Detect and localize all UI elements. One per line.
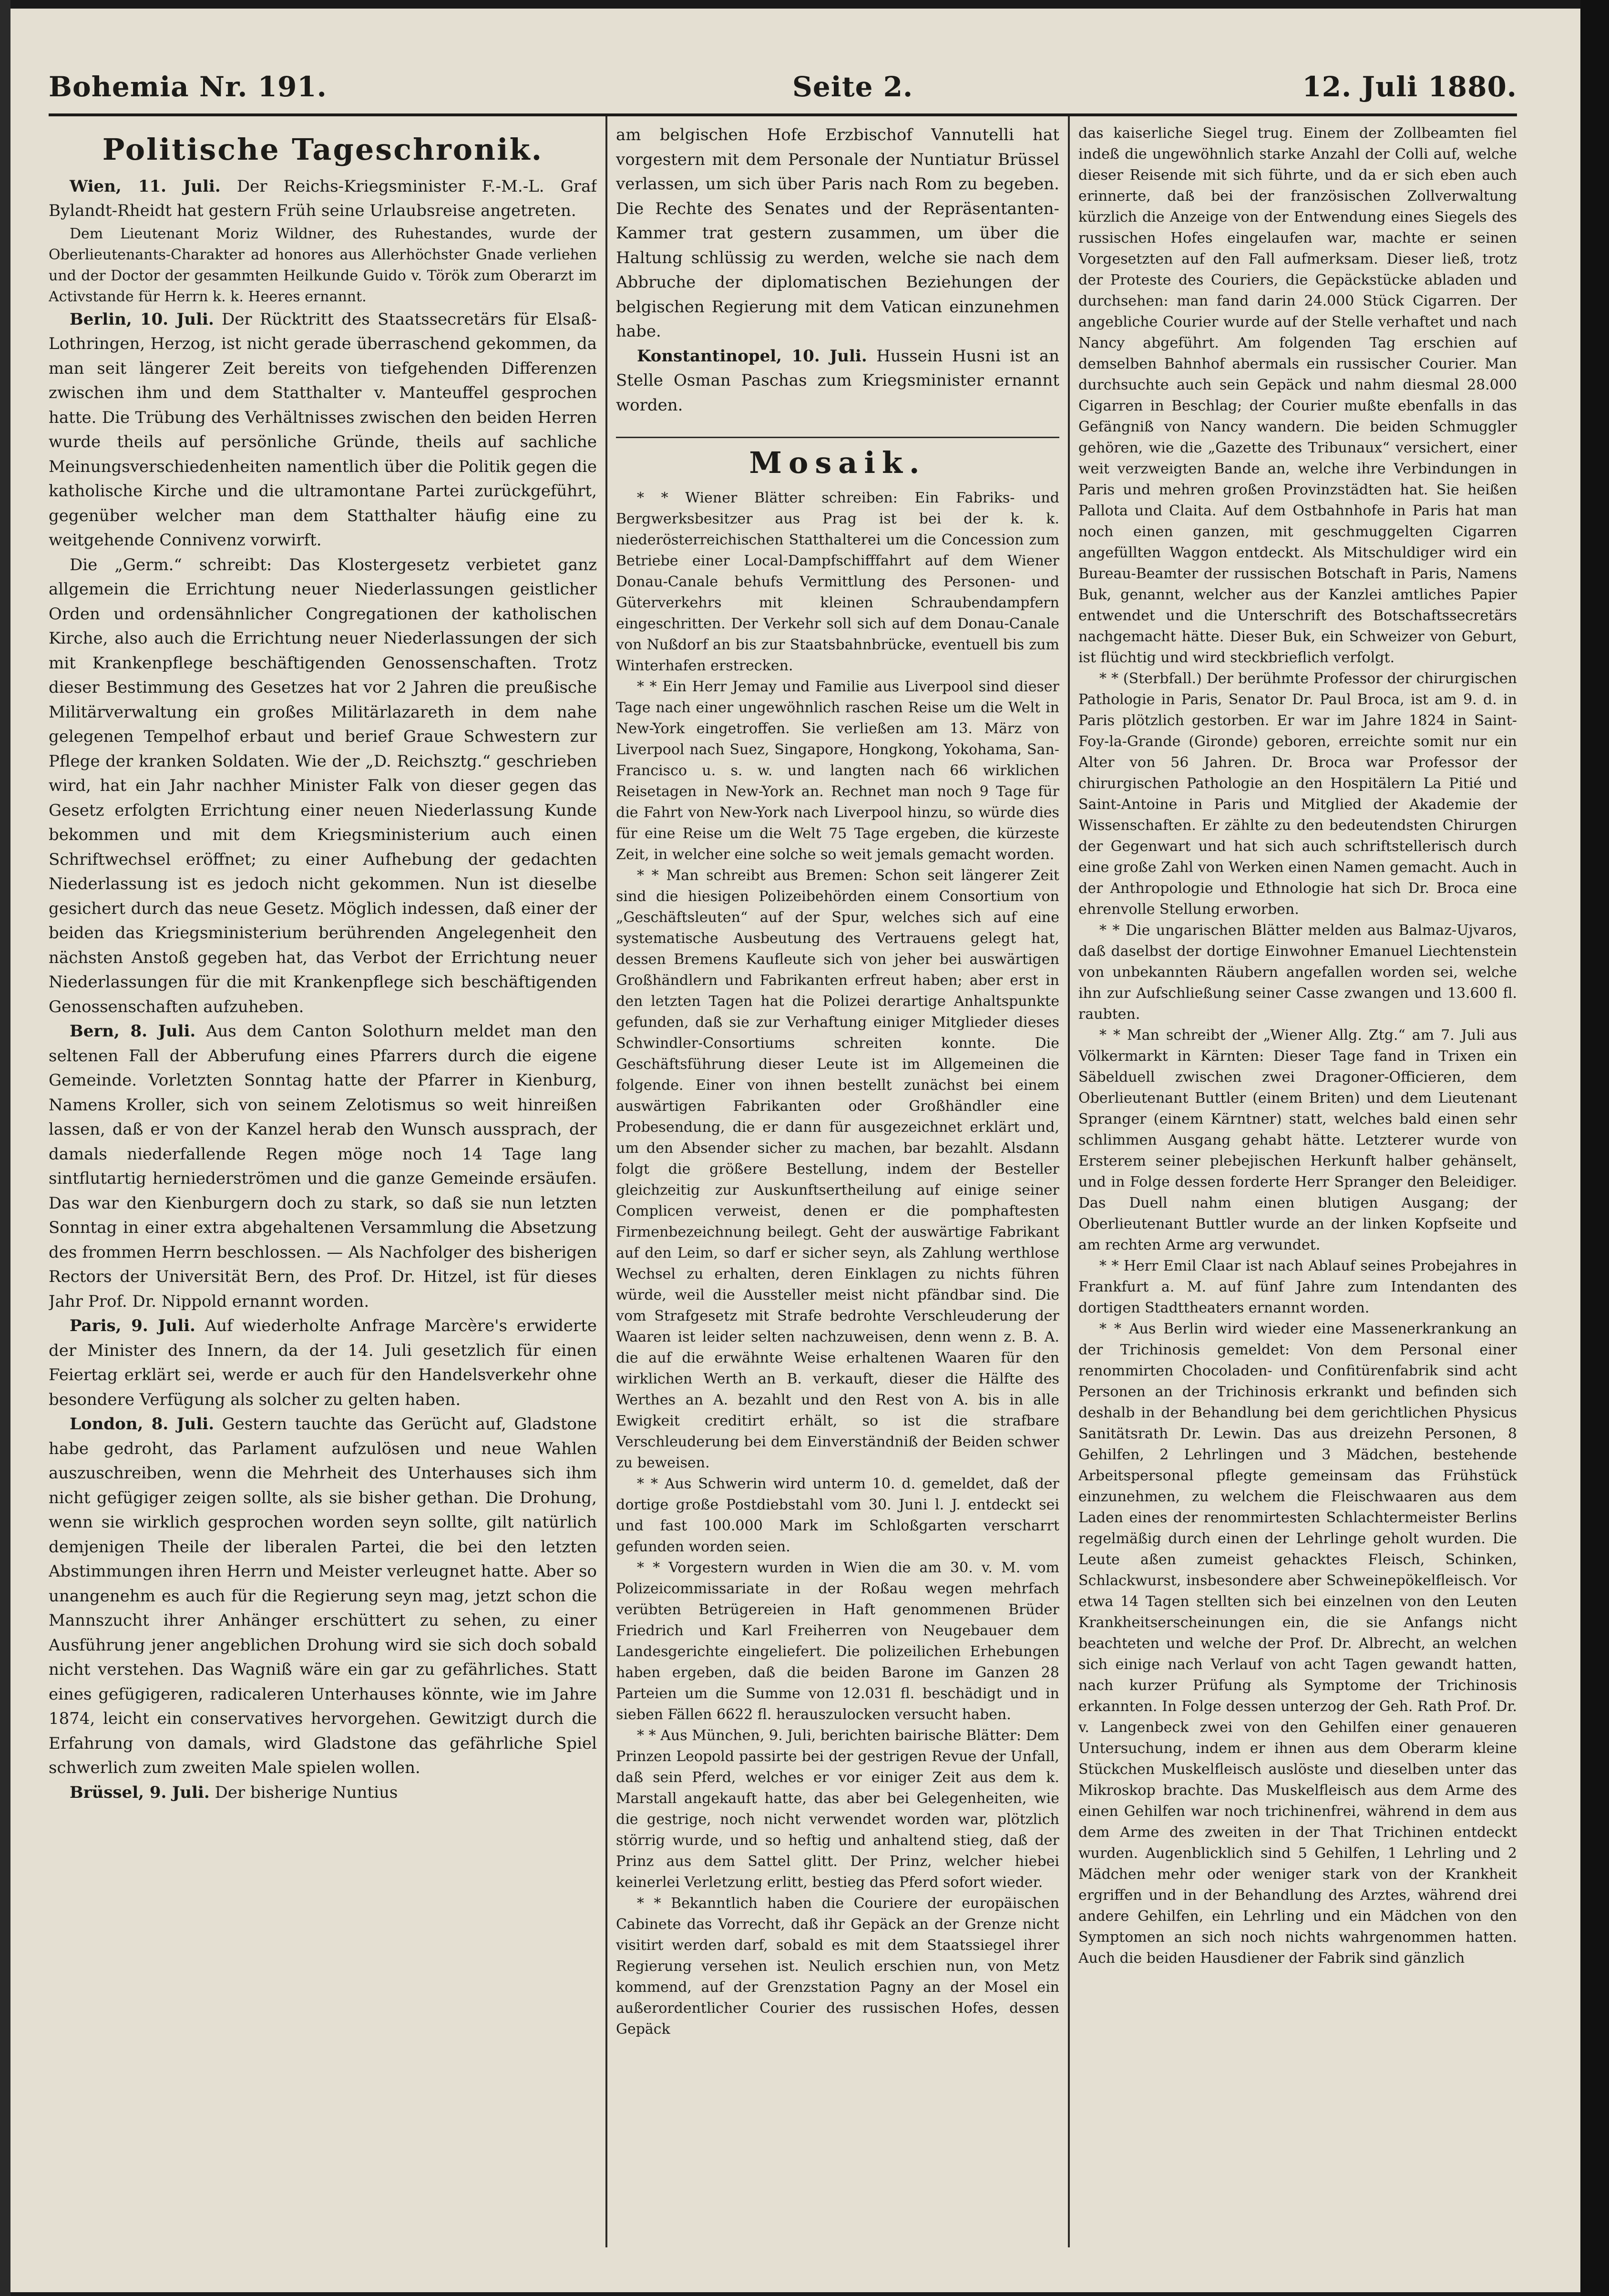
article-bern bbox=[49, 1019, 597, 1314]
header-date: 12. Juli 1880. bbox=[1302, 71, 1517, 103]
newspaper-page bbox=[10, 9, 1580, 2292]
mosaik-item-weltreise: * * Ein Herr Jemay und Familie aus Liverpool sind dieser Tage nach einer ungewöhnlich raschen Reise um die Welt in New-York eingetroffen. Sie verließen am 13. März von Liverpool nach Suez, Singapore, Hongkong, Yokohama, San-Francisco u. s. w. und langten nach 66 wirklichen Reisetagen in New-York an. Rechnet man noch 9 Tage für die Fahrt von New-York nach Liverpool hinzu, so würde dies für eine Reise um die Welt 75 Tage ergeben, die kürzeste Zeit, in welcher eine solche so weit jemals gemacht worden. bbox=[616, 678, 1059, 863]
dateline-bruessel: Brüssel, 9. Juli. bbox=[70, 1783, 210, 1802]
mosaik-item-balmaz: * * Die ungarischen Blätter melden aus Balmaz-Ujvaros, daß daselbst der dortige Einwohner Emanuel Liechtenstein von unbekannten Räubern angefallen worden sei, welche ihn zur Aufschließung seiner Casse zwangen und 13.600 fl. raubten. bbox=[1078, 922, 1517, 1023]
mosaik-item-dampfschifffahrt: * * Wiener Blätter schreiben: Ein Fabriks- und Bergwerksbesitzer aus Prag ist bei der k. k. niederösterreichischen Statthalterei um die Concession zum Betriebe einer Local-Dampfschifffahrt auf dem Wiener Donau-Canale behufs Vermittlung des Personen- und Güterverkehrs mit kleinen Schraubendampfern eingeschritten. Der Verkehr soll sich auf dem Donau-Canale von Nußdorf an bis zur Staatsbahnbrücke, eventuell bis zum Winterhafen erstrecken. bbox=[616, 489, 1059, 674]
column-3 bbox=[1078, 123, 1517, 2235]
section-heading-politics: Politische Tageschronik. bbox=[102, 132, 543, 167]
article-wien bbox=[49, 174, 597, 224]
article-bruessel-cont: am belgischen Hofe Erzbischof Vannutelli hat vorgestern mit dem Personale der Nuntiatur Brüssel verlassen, um sich über Paris nach Rom zu begeben. Die Rechte des Senates und der Repräsentanten-Kammer trat gestern zusammen, um über die Haltung schlüssig zu werden, welche sie nach dem Abbruche der diplomatischen Beziehungen der belgischen Regierung mit dem Vatican einzunehmen habe. bbox=[616, 125, 1059, 341]
mosaik-item-duell: * * Man schreibt der „Wiener Allg. Ztg.“ am 7. Juli aus Völkermarkt in Kärnten: Dieser Tage fand in Trixen ein Säbelduell zwischen zwei Dragoner-Officieren, dem Oberlieutenant Buttler (einem Briten) und dem Lieutenant Spranger (einem Kärntner) statt, welches bald einen sehr schlimmen Ausgang gehabt hätte. Letzterer wurde von Ersterem seiner plebejischen Herkunft halber gehänselt, und in Folge dessen forderte Herr Spranger den Beleidiger. Das Duell nahm einen blutigen Ausgang; der Oberlieutenant Buttler wurde an der linken Kopfseite und am rechten Arme arg verwundet. bbox=[1078, 1027, 1517, 1253]
header-page-number: Seite 2. bbox=[792, 71, 913, 103]
dateline-bern: Bern, 8. Juli. bbox=[70, 1022, 196, 1041]
article-konstantinopel bbox=[616, 344, 1059, 418]
header-paper-issue: Bohemia Nr. 191. bbox=[49, 71, 327, 103]
article-wien-text: Der Reichs-Kriegsminister F.-M.-L. Graf Bylandt-Rheidt hat gestern Früh seine Urlaubsreise angetreten. bbox=[49, 176, 597, 220]
column-1 bbox=[49, 123, 597, 2235]
dateline-london: London, 8. Juli. bbox=[70, 1414, 215, 1434]
dateline-paris: Paris, 9. Juli. bbox=[70, 1316, 195, 1335]
article-germania: Die „Germ.“ schreibt: Das Klostergesetz verbietet ganz allgemein die Errichtung neuer Niederlassungen geistlicher Orden und ordensähnlicher Congregationen der katholischen Kirche, also auch die Errichtung neuer Niederlassungen der sich mit Krankenpflege beschäftigenden Genossenschaften. Trotz dieser Bestimmung des Gesetzes hat vor 2 Jahren die preußische Militärverwaltung ein großes Militärlazareth in dem nahe gelegenen Tempelhof erbaut und berief Graue Schwestern zur Pflege der kranken Soldaten. Wie der „D. Reichsztg.“ geschrieben wird, hat ein Jahr nachher Minister Falk von dieser gegen das Gesetz erfolgten Errichtung einer neuen Niederlassung Kunde bekommen und mit dem Kriegsministerium auch einen Schriftwechsel eröffnet; zu einer Aufhebung der gedachten Niederlassung ist es jedoch nicht gekommen. Nun ist dieselbe gesichert durch das neue Gesetz. Möglich indessen, daß einer der beiden das Kriegsministerium berührenden Angelegenheit den nächsten Anstoß gegeben hat, das Verbot der Errichtung neuer Niederlassungen für die mit Krankenpflege sich beschäftigenden Genossenschaften aufzuheben. bbox=[49, 555, 597, 1016]
dateline-wien: Wien, 11. Juli. bbox=[70, 176, 221, 196]
mosaik-item-courier: * * Bekanntlich haben die Couriere der europäischen Cabinete das Vorrecht, daß ihr Gepäck an der Grenze nicht visitirt werden darf, sobald es mit dem Staatssiegel ihrer Regierung versehen ist. Neulich erschien nun, von Metz kommend, auf der Grenzstation Pagny an der Mosel ein außerordentlicher Courier des russischen Hofes, dessen Gepäck bbox=[616, 1895, 1059, 2038]
scan-border-right bbox=[1580, 0, 1609, 2296]
article-paris bbox=[49, 1314, 597, 1412]
dateline-konstantinopel: Konstantinopel, 10. Juli. bbox=[637, 346, 867, 366]
page-header bbox=[49, 61, 1517, 113]
article-bruessel bbox=[49, 1781, 597, 1805]
mosaik-item-claar: * * Herr Emil Claar ist nach Ablauf seines Probejahres in Frankfurt a. M. auf fünf Jahre zum Intendanten des dortigen Stadttheaters ernannt worden. bbox=[1078, 1258, 1517, 1316]
article-paris-text: Auf wiederholte Anfrage Marcère's erwiderte der Minister des Innern, da der 14. Juli gesetzlich für einen Feiertag erklärt sei, werde er auch für den Handelsverkehr ohne besondere Verfügung als solcher zu gelten haben. bbox=[49, 1316, 597, 1409]
scan-border-left bbox=[0, 0, 10, 2296]
dateline-berlin: Berlin, 10. Juli. bbox=[70, 309, 214, 329]
section-heading-mosaik: Mosaik. bbox=[616, 437, 1059, 475]
column-2 bbox=[616, 123, 1059, 2235]
column-divider-1 bbox=[605, 116, 607, 2247]
mosaik-item-schwerin: * * Aus Schwerin wird unterm 10. d. gemeldet, daß der dortige große Postdiebstahl vom 30. Juni l. J. entdeckt sei und fast 100.000 Mark im Schloßgarten verscharrt gefunden worden seien. bbox=[616, 1475, 1059, 1555]
article-berlin-text: Der Rücktritt des Staatssecretärs für Elsaß-Lothringen, Herzog, ist nicht gerade überraschend gekommen, da man seit längerer Zeit bereits von tiefgehenden Differenzen zwischen ihm und dem Statthalter v. Manteuffel gesprochen hatte. Die Trübung des Verhältnisses zwischen den beiden Herren wurde theils auf persönliche Gründe, theils auf sachliche Meinungsverschiedenheiten namentlich über die Politik gegen die katholische Kirche und die ultramontane Partei zurückgeführt, gegenüber welcher man dem Statthalter häufig eine zu weitgehende Connivenz vorwirft. bbox=[49, 309, 597, 550]
article-konstantinopel-text: Hussein Husni ist an Stelle Osman Paschas zum Kriegsminister ernannt worden. bbox=[616, 346, 1059, 415]
mosaik-item-muenchen: * * Aus München, 9. Juli, berichten bairische Blätter: Dem Prinzen Leopold passirte bei der gestrigen Revue der Unfall, daß sein Pferd, welches er vor einiger Zeit aus dem k. Marstall angekauft hatte, das aber bei Gelegenheiten, wie die gestrige, noch nicht verwendet worden war, plötzlich störrig wurde, und so heftig und anhaltend stieg, daß der Prinz aus dem Sattel glitt. Der Prinz, welcher hiebei keinerlei Verletzung erlitt, bestieg das Pferd sofort wieder. bbox=[616, 1727, 1059, 1891]
mosaik-item-neugebauer: * * Vorgestern wurden in Wien die am 30. v. M. vom Polizeicommissariate in der Roßau wegen mehrfach verübten Betrügereien in Haft genommenen Brüder Friedrich und Karl Freiherren von Neugebauer dem Landesgerichte eingeliefert. Die polizeilichen Erhebungen haben ergeben, daß die beiden Barone im Ganzen 28 Parteien um die Summe von 12.031 fl. beschädigt und in sieben Fällen 6622 fl. herauszulocken versucht haben. bbox=[616, 1559, 1059, 1723]
mosaik-item-bremen: * * Man schreibt aus Bremen: Schon seit längerer Zeit sind die hiesigen Polizeibehörden einem Consortium von „Geschäftsleuten“ auf der Spur, welches sich auf eine systematische Ausbeutung des Vertrauens gelegt hat, dessen Bremens Kaufleute sich von jeher bei auswärtigen Großhändlern und Fabrikanten erfreut haben; aber erst in den letzten Tagen hat die Polizei derartige Anhaltspunkte gefunden, daß sie zur Verhaftung einiger Mitglieder dieses Schwindler-Consortiums schreiten konnte. Die Geschäftsführung dieser Leute ist im Allgemeinen die folgende. Einer von ihnen bestellt zunächst bei einem auswärtigen Fabrikanten oder Großhändler eine Probesendung, die er dann für ausgezeichnet erklärt und, um den Absender sicher zu machen, bar bezahlt. Alsdann folgt die größere Bestellung, indem der Besteller gleichzeitig zur Auskunftsertheilung auf einige seiner Complicen verweist, denen er die pomphaftesten Firmenbezeichnung beilegt. Geht der auswärtige Fabrikant auf den Leim, so darf er sicher seyn, als Zahlung werthlose Wechsel zu erhalten, deren Einklagen zu nichts führen würde, weil die Aussteller meist nicht pfändbar sind. Die vom Strafgesetz mit Strafe bedrohte Verschleuderung der Waaren ist leider selten nachzuweisen, denn wenn z. B. A. die auf die erwähnte Weise erhaltenen Waaren für den wirklichen Werth an B. verkauft, dieser die Hälfte des Werthes an A. bezahlt und den Rest von A. bis in alle Ewigkeit creditirt erhält, so ist die strafbare Verschleuderung bei dem Einverständniß der Beiden schwer zu beweisen. bbox=[616, 867, 1059, 1471]
header-rule bbox=[49, 113, 1517, 116]
article-london-text: Gestern tauchte das Gerücht auf, Gladstone habe gedroht, das Parlament aufzulösen und neue Wahlen auszuschreiben, wenn die Mehrheit des Unterhauses sich ihm nicht gefügiger zeigen sollte, als sie bisher gethan. Die Drohung, wenn sie wirklich gesprochen worden seyn sollte, gilt natürlich demjenigen Theile der liberalen Partei, die bei den letzten Abstimmungen ihren Herrn und Meister verleugnet hatte. Aber so unangenehm es auch für die Regierung seyn mag, jetzt schon die Mannszucht ihrer Anhänger erschüttert zu sehen, zu einer Ausführung jener angeblichen Drohung wird sie sich doch sobald nicht verstehen. Das Wagniß wäre ein gar zu gefährliches. Statt eines gefügigeren, radicaleren Unterhauses könnte, wie im Jahre 1874, leicht ein conservatives hervorgehen. Gewitzigt durch die Erfahrung von damals, wird Gladstone das gefährliche Spiel schwerlich zum zweiten Male spielen wollen. bbox=[49, 1414, 597, 1777]
article-berlin bbox=[49, 308, 597, 553]
article-appointments: Dem Lieutenant Moriz Wildner, des Ruhestandes, wurde der Oberlieutenants-Charakter ad honores aus Allerhöchster Gnade verliehen und der Doctor der gesammten Heilkunde Guido v. Török zum Oberarzt im Activstande für Herrn k. k. Heeres ernannt. bbox=[49, 225, 597, 305]
article-london bbox=[49, 1412, 597, 1781]
mosaik-item-trichinosis: * * Aus Berlin wird wieder eine Massenerkrankung an der Trichinosis gemeldet: Von dem Personal einer renommirten Chocoladen- und Confitürenfabrik sind acht Personen an der Trichinosis erkrankt und befinden sich deshalb in der Behandlung bei dem gerichtlichen Physicus Sanitätsrath Dr. Lewin. Das aus dreizehn Personen, 8 Gehilfen, 2 Lehrlingen und 3 Mädchen, bestehende Arbeitspersonal pflegte gemeinsam das Frühstück einzunehmen, zu welchem die Fleischwaaren aus dem Laden eines der renommirtesten Schlachtermeister Berlins regelmäßig durch einen der Lehrlinge geholt wurden. Die Leute aßen zumeist gehacktes Fleisch, Schinken, Schlackwurst, insbesondere aber Schweinepökelfleisch. Vor etwa 14 Tagen stellten sich bei einzelnen von den Leuten Krankheitserscheinungen ein, die sie Anfangs nicht beachteten und welche der Prof. Dr. Albrecht, an welchen sich einige nach Verlauf von acht Tagen gewandt hatten, nach kurzer Prüfung als Symptome der Trichinosis erkannten. In Folge dessen unterzog der Geh. Rath Prof. Dr. v. Langenbeck zwei von den Gehilfen einer genaueren Untersuchung, indem er ihnen aus dem Oberarm kleine Stückchen Muskelfleisch auslöste und dieselben unter das Mikroskop brachte. Das Muskelfleisch aus dem Arme des einen Gehilfen war noch trichinenfrei, während in dem aus dem Arme des zweiten in der That Trichinen entdeckt wurden. Augenblicklich sind 5 Gehilfen, 1 Lehrling und 2 Mädchen mehr oder weniger stark von der Krankheit ergriffen und in der Behandlung des Arztes, während drei andere Gehilfen, ein Lehrling und ein Mädchen von den Symptomen an sich noch nichts wahrgenommen hatten. Auch die beiden Hausdiener der Fabrik sind gänzlich bbox=[1078, 1321, 1517, 1967]
article-bern-text: Aus dem Canton Solothurn meldet man den seltenen Fall der Abberufung eines Pfarrers durch die eigene Gemeinde. Vorletzten Sonntag hatte der Pfarrer in Kienburg, Namens Kroller, sich von seinem Zelotismus so weit hinreißen lassen, daß er von der Kanzel herab den Wunsch aussprach, der damals niederfallende Regen möge noch 14 Tage lang sintflutartig herniederströmen und die ganze Gemeinde ersäufen. Das war den Kienburgern doch zu stark, so daß sie nun letzten Sonntag in einer extra abgehaltenen Versammlung die Absetzung des frommen Herrn beschlossen. — Als Nachfolger des bisherigen Rectors der Universität Bern, des Prof. Dr. Hitzel, ist für dieses Jahr Prof. Dr. Nippold ernannt worden. bbox=[49, 1022, 597, 1311]
article-bruessel-text: Der bisherige Nuntius bbox=[215, 1783, 398, 1802]
column-divider-2 bbox=[1068, 116, 1070, 2247]
mosaik-item-courier-cont: das kaiserliche Siegel trug. Einem der Zollbeamten fiel indeß die ungewöhnlich starke Anzahl der Colli auf, welche dieser Reisende mit sich führte, und da er sich eben auch erinnerte, daß bei der französischen Zollverwaltung kürzlich die Anzeige von der Entwendung eines Siegels des russischen Hofes eingelaufen war, machte er seinen Vorgesetzten auf den Fall aufmerksam. Dieser ließ, trotz der Proteste des Couriers, die Gepäckstücke abladen und durchsehen: man fand darin 24.000 Stück Cigarren. Der angebliche Courier wurde auf der Stelle verhaftet und nach Nancy abgeführt. Am folgenden Tag erschien auf demselben Bahnhof abermals ein russischer Courier. Man durchsuchte auch sein Gepäck und nahm diesmal 28.000 Cigarren in Beschlag; der Courier mußte ebenfalls in das Gefängniß von Nancy wandern. Die beiden Schmuggler gehören, wie die „Gazette des Tribunaux“ versichert, einer weit verzweigten Bande an, welche ihre Verbindungen in Paris und mehren großen Provinzstädten hat. Sie heißen Pallota und Claita. Auf dem Ostbahnhofe in Paris hat man noch einen ganzen, mit geschmuggelten Cigarren angefüllten Waggon entdeckt. Als Mitschuldiger wird ein Bureau-Beamter der russischen Botschaft in Paris, Namens Buk, genannt, welcher aus der Kanzlei amtliches Papier entwendet und die Unterschrift des Botschaftssecretärs nachgemacht hätte. Dieser Buk, ein Schweizer von Geburt, ist flüchtig und wird steckbrieflich verfolgt. bbox=[1078, 125, 1517, 666]
mosaik-item-broca: * * (Sterbfall.) Der berühmte Professor der chirurgischen Pathologie in Paris, Senator Dr. Paul Broca, ist am 9. d. in Paris plötzlich gestorben. Er war im Jahre 1824 in Saint-Foy-la-Grande (Gironde) geboren, erreichte somit nur ein Alter von 56 Jahren. Dr. Broca war Professor der chirurgischen Pathologie an den Hospitälern La Pitié und Saint-Antoine in Paris und Mitglied der Akademie der Wissenschaften. Er zählte zu den bedeutendsten Chirurgen der Gegenwart und hat sich auch schriftstellerisch durch eine große Zahl von Werken einen Namen gemacht. Auch in der Anthropologie und Ethnologie hat sich Dr. Broca eine ehrenvolle Stellung erworben. bbox=[1078, 670, 1517, 918]
